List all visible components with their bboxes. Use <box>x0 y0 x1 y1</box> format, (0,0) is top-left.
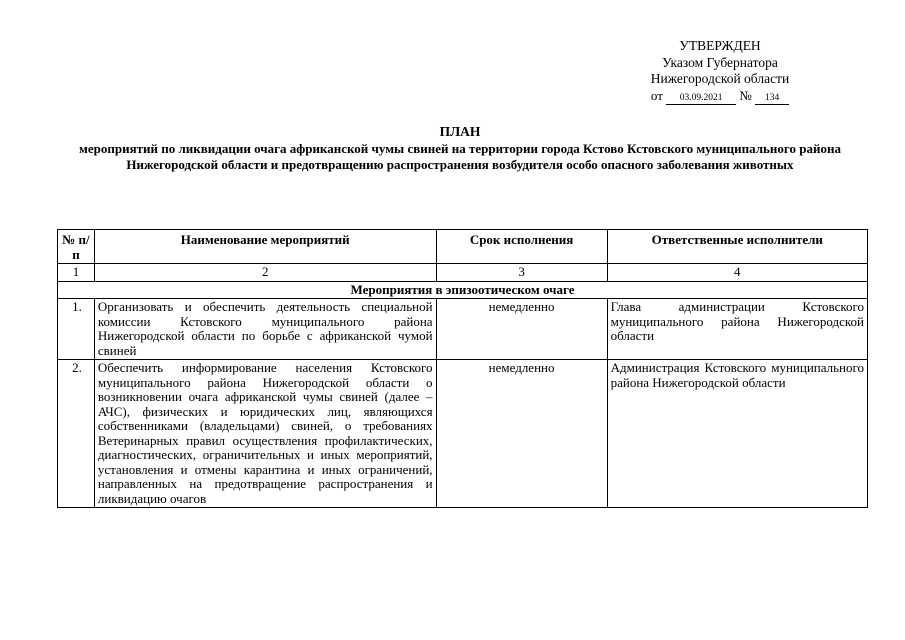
section-title: Мероприятия в эпизоотическом очаге <box>58 281 868 299</box>
approval-date: 03.09.2021 <box>666 92 736 105</box>
approval-status: УТВЕРЖДЕН <box>679 38 761 53</box>
table-header-row <box>58 230 868 264</box>
plan-subtitle: мероприятий по ликвидации очага африканской чумы свиней на территории города Кстово Кстовского муниципального района Нижегородской области и предотвращению распространения возбудителя особо опасного заболевания животных <box>79 141 841 172</box>
table-row <box>58 299 868 360</box>
row-deadline: немедленно <box>436 360 607 508</box>
header-deadline: Срок исполнения <box>436 230 607 264</box>
row-responsible: Глава администрации Кстовского муниципального района Нижегородской области <box>607 299 867 360</box>
table-row <box>58 360 868 508</box>
col-number-1: 1 <box>58 264 95 282</box>
header-num: № п/п <box>58 230 95 264</box>
approval-number-label: № <box>739 87 752 103</box>
plan-heading: ПЛАН <box>439 124 481 139</box>
col-number-4: 4 <box>607 264 867 282</box>
section-row <box>58 281 868 299</box>
col-number-3: 3 <box>436 264 607 282</box>
approval-by: Указом Губернатора <box>662 54 778 70</box>
approval-number: 134 <box>755 92 789 105</box>
plan-table <box>57 229 868 508</box>
approval-region: Нижегородской области <box>650 71 790 86</box>
row-num: 1. <box>58 299 95 360</box>
row-num: 2. <box>58 360 95 508</box>
header-responsible: Ответственные исполнители <box>607 230 867 264</box>
approval-from-label: от <box>650 87 663 103</box>
row-name: Организовать и обеспечить деятельность специальной комиссии Кстовского муниципального района Нижегородской области по борьбе с африканской чумой свиней <box>94 299 436 360</box>
approval-stamp <box>600 38 840 105</box>
header-name: Наименование мероприятий <box>94 230 436 264</box>
approval-date-line <box>600 88 840 105</box>
row-name: Обеспечить информирование населения Кстовского муниципального района Нижегородской области о возникновении очага африканской чумы свиней (далее – АЧС), физических и юридических лиц, являющихся собственниками (владельцами) свиней, о требованиях Ветеринарных правил осуществления профилактических, диагностических, ограничительных и иных мероприятий, установления и отмены карантина и иных ограничений, направленных на предотвращение распространения и ликвидацию очагов <box>94 360 436 508</box>
document-title <box>70 124 850 173</box>
row-responsible: Администрация Кстовского муниципального района Нижегородской области <box>607 360 867 508</box>
column-number-row <box>58 264 868 282</box>
col-number-2: 2 <box>94 264 436 282</box>
row-deadline: немедленно <box>436 299 607 360</box>
